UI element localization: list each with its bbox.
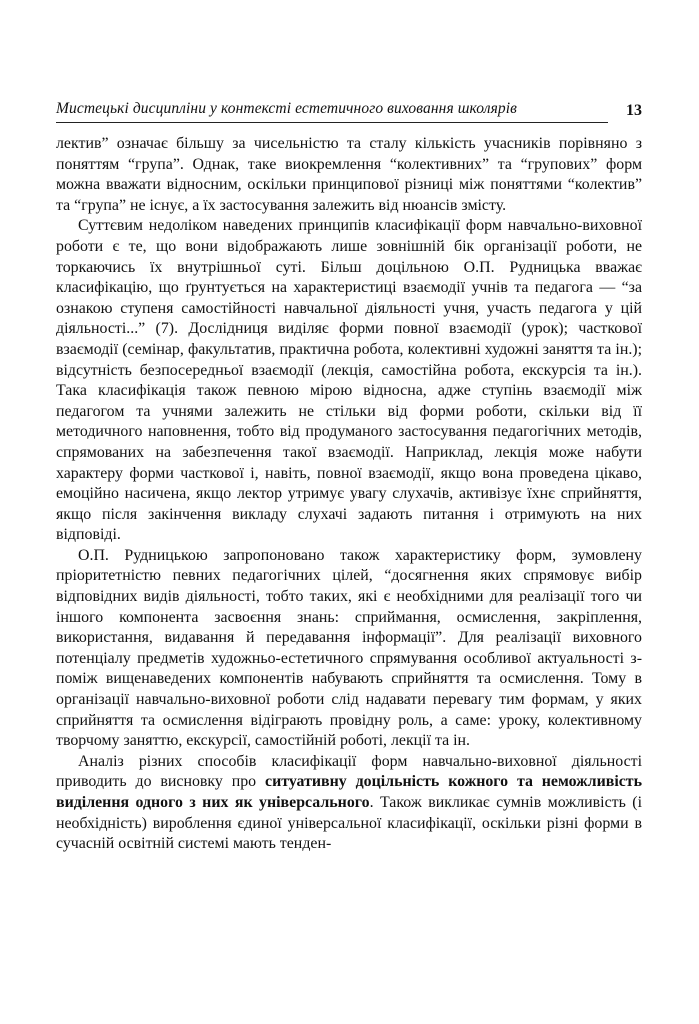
- paragraph-4-start: Аналіз різних способів класифікації форм навчально-виховної діяльності приводить до висновку про: [56, 752, 642, 791]
- page-number: 13: [626, 102, 642, 119]
- paragraph-3: О.П. Рудницькою запропоновано також характеристику форм, зумовлену пріоритетністю певних педагогічних цілей, “досягнення яких спрямовує вибір відповідних видів діяльності, тобто таких, які є необхідними для реалізації того чи іншого компонента засвоєння знань: сприймання, осмислення, закріплення, використання, видавання й передавання інформації”. Для реалізації виховного потенціалу предметів художньо-естетичного спрямування особливої актуальності з-поміж вищенаведених компонентів набувають сприйняття та осмислення. Тому в організації навчально-виховної роботи слід надавати перевагу тим формам, у яких сприйняття та осмислення відіграють провідну роль, а саме: уроку, колективному творчому заняттю, екскурсії, самостійній роботі, лекції та ін.: [56, 546, 642, 750]
- running-header-title: Мистецькі дисципліни у контексті естетичного виховання школярів: [56, 100, 517, 117]
- running-header: [56, 100, 642, 126]
- paragraph-4-end: . Також викликає сумнів можливість (і необхідність) вироблення єдиної універсальної класифікації, оскільки різні форми в сучасній освітній системі мають тенден-: [56, 794, 642, 853]
- paragraph-1: лектив” означає більшу за чисельністю та сталу кількість учасників порівняно з поняттям “група”. Однак, таке виокремлення “колективних” та “групових” форм можна вважати відносним, оскільки принципової різниці між поняттями “колектив” та “група” не існує, а їх застосування залежить від нюансів змісту.: [56, 135, 642, 214]
- paragraph-2: Суттєвим недоліком наведених принципів класифікації форм навчально-виховної роботи є те, що вони відображають лише зовнішній бік організації роботи, не торкаючись їх внутрішньої суті. Більш доцільною О.П. Рудницька вважає класифікацію, що ґрунтується на характеристиці взаємодії учнів та педагога — “за ознакою ступеня самостійності навчальної діяльності учня, участь педагога у цій діяльності...” (7). Дослідниця виділяє форми повної взаємодії (урок); часткової взаємодії (семінар, факультатив, практична робота, колективні художні заняття та ін.); відсутність безпосередньої взаємодії (лекція, самостійна робота, екскурсія та ін.). Така класифікація також певною мірою відносна, адже ступінь взаємодії між педагогом та учнями залежить не стільки від форми роботи, скільки від її методичного наповнення, тобто від продуманого застосування педагогічних методів, спрямованих на забезпечення такої взаємодії. Наприклад, лекція може набути характеру форми часткової і, навіть, повної взаємодії, якщо вона проведена цікаво, емоційно насичена, якщо лектор утримує увагу слухачів, активізує їхнє сприйняття, якщо після закінчення викладу слухачі задають питання і отримують на них відповіді.: [56, 217, 642, 544]
- paragraph-4: [56, 752, 642, 855]
- header-rule: [56, 122, 608, 123]
- body-text: [56, 134, 642, 855]
- paragraph-4-emphasis: ситуативну доцільність кожного та неможливість виділення одного з них як універсального: [56, 773, 642, 811]
